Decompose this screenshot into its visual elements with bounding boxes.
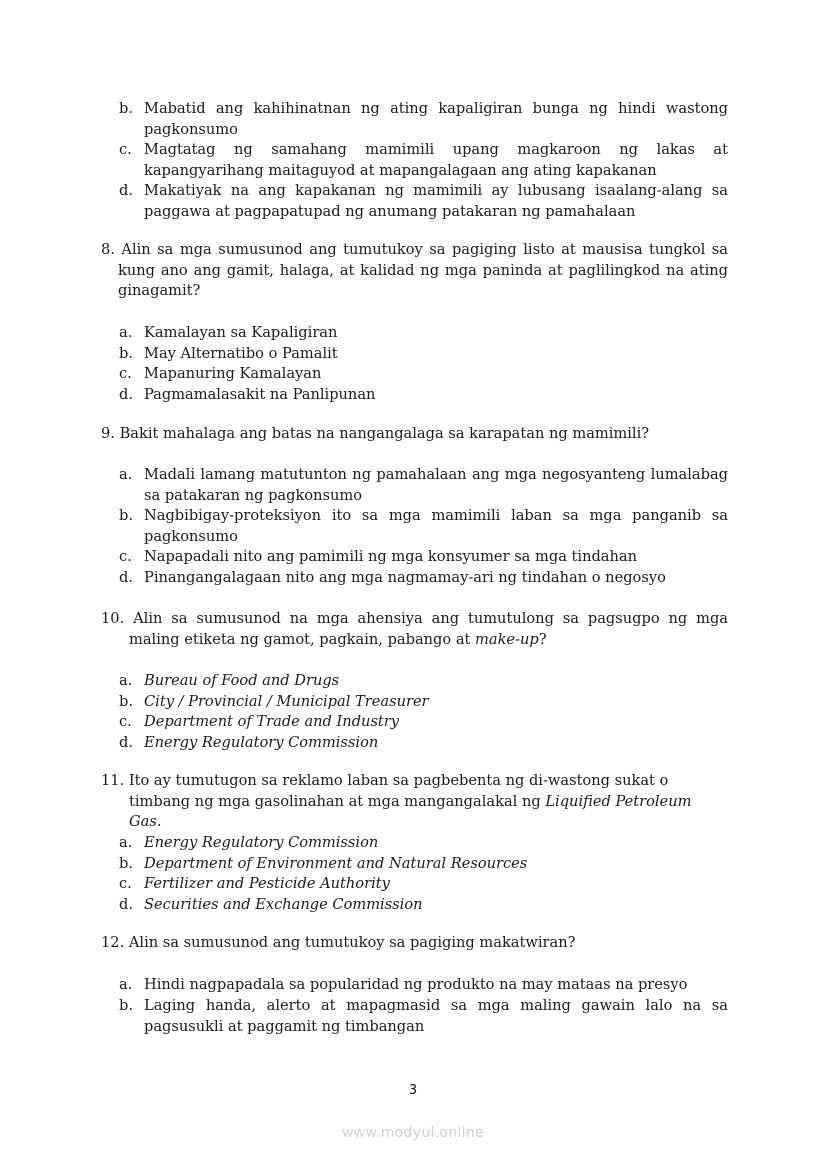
- option-label: a.: [119, 834, 133, 851]
- question-number: 11.: [101, 772, 125, 789]
- option-c: [119, 547, 728, 568]
- option-label: c.: [119, 548, 132, 565]
- question-end: ?: [538, 630, 547, 648]
- option-d: [119, 895, 728, 916]
- option-text: Pagmamalasakit na Panlipunan: [144, 386, 376, 403]
- option-label: b.: [119, 997, 133, 1014]
- option-label: d.: [119, 896, 133, 913]
- option-text: Magtatag ng samahang mamimili upang magkaroon ng lakas at kapangyarihang maitaguyod at mapangalagaan ang ating kapakanan: [144, 141, 728, 179]
- option-text: Pinangangalagaan nito ang mga nagmamay-ari ng tindahan o negosyo: [144, 569, 666, 586]
- option-text: Nagbibigay-proteksiyon ito sa mga mamimili laban sa mga panganib sa pagkonsumo: [144, 507, 728, 545]
- option-label: b.: [119, 345, 133, 362]
- option-text: Energy Regulatory Commission: [144, 734, 379, 751]
- option-b: [119, 692, 728, 713]
- question-end: .: [156, 813, 162, 831]
- option-c: [119, 140, 728, 181]
- option-text: May Alternatibo o Pamalit: [144, 345, 338, 362]
- question-number: 8.: [101, 241, 115, 258]
- option-label: d.: [119, 569, 133, 586]
- page-number: 3: [408, 1083, 418, 1098]
- option-text: City / Provincial / Municipal Treasurer: [144, 693, 429, 710]
- option-label: d.: [119, 182, 133, 199]
- watermark: www.modyul.online: [342, 1125, 484, 1141]
- question-body: Ito ay tumutugon sa reklamo laban sa pagbebenta ng di-wastong sukat o timbang ng mga gasolinahan at mga mangangalakal ng: [128, 772, 669, 810]
- question-body: Alin sa sumusunod ang tumutukoy sa pagiging makatwiran?: [128, 934, 576, 951]
- option-a: [119, 671, 728, 692]
- option-d: [119, 385, 728, 406]
- option-label: b.: [119, 693, 133, 710]
- option-text: Bureau of Food and Drugs: [144, 672, 340, 689]
- option-label: a.: [119, 466, 133, 483]
- question-italic-term: Liquified Petroleum Gas: [129, 792, 692, 831]
- option-label: c.: [119, 875, 132, 892]
- question-number: 9.: [101, 425, 115, 442]
- option-label: a.: [119, 976, 133, 993]
- option-label: d.: [119, 734, 133, 751]
- option-d: [119, 568, 728, 589]
- question-body: Alin sa sumusunod na mga ahensiya ang tumutulong sa pagsugpo ng mga maling etiketa ng gamot, pagkain, pabango at: [129, 610, 728, 648]
- question-text: [101, 771, 728, 833]
- option-d: [119, 181, 728, 222]
- option-d: [119, 733, 728, 754]
- option-label: b.: [119, 855, 133, 872]
- option-text: Securities and Exchange Commission: [144, 896, 423, 913]
- option-text: Fertilizer and Pesticide Authority: [144, 875, 390, 892]
- question-text: [101, 609, 728, 650]
- question-body: Alin sa mga sumusunod ang tumutukoy sa pagiging listo at mausisa tungkol sa kung ano ang gamit, halaga, at kalidad ng mga paninda at paglilingkod na ating ginagamit?: [118, 241, 728, 300]
- question-text: [101, 933, 728, 954]
- option-b: [119, 854, 728, 875]
- option-label: a.: [119, 324, 133, 341]
- option-b: [119, 996, 728, 1037]
- option-label: d.: [119, 386, 133, 403]
- option-text: Mabatid ang kahihinatnan ng ating kapaligiran bunga ng hindi wastong pagkonsumo: [144, 100, 728, 138]
- option-label: c.: [119, 713, 132, 730]
- question-text: [101, 424, 728, 445]
- option-text: Department of Trade and Industry: [144, 713, 400, 730]
- option-text: Energy Regulatory Commission: [144, 834, 379, 851]
- question-number: 12.: [101, 934, 125, 951]
- question-body: Bakit mahalaga ang batas na nangangalaga sa karapatan ng mamimili?: [119, 425, 650, 442]
- option-b: [119, 99, 728, 140]
- option-text: Laging handa, alerto at mapagmasid sa mga maling gawain lalo na sa pagsusukli at paggamit ng timbangan: [144, 997, 728, 1035]
- question-number: 10.: [101, 610, 125, 627]
- option-text: Hindi nagpapadala sa popularidad ng produkto na may mataas na presyo: [144, 976, 688, 993]
- question-italic-term: make-up: [475, 630, 539, 648]
- option-text: Kamalayan sa Kapaligiran: [144, 324, 338, 341]
- option-c: [119, 712, 728, 733]
- option-a: [119, 465, 728, 506]
- option-label: c.: [119, 141, 132, 158]
- option-b: [119, 344, 728, 365]
- option-text: Makatiyak na ang kapakanan ng mamimili ay lubusang isaalang-alang sa paggawa at pagpapatupad ng anumang patakaran ng pamahalaan: [144, 182, 728, 220]
- option-label: b.: [119, 100, 133, 117]
- option-a: [119, 323, 728, 344]
- option-text: Department of Environment and Natural Resources: [144, 855, 528, 872]
- option-a: [119, 975, 728, 996]
- option-label: b.: [119, 507, 133, 524]
- option-label: c.: [119, 365, 132, 382]
- option-text: Mapanuring Kamalayan: [144, 365, 322, 382]
- option-text: Madali lamang matutunton ng pamahalaan ang mga negosyanteng lumalabag sa patakaran ng pagkonsumo: [144, 466, 728, 504]
- option-c: [119, 874, 728, 895]
- option-text: Napapadali nito ang pamimili ng mga konsyumer sa mga tindahan: [144, 548, 638, 565]
- option-label: a.: [119, 672, 133, 689]
- option-a: [119, 833, 728, 854]
- option-c: [119, 364, 728, 385]
- option-b: [119, 506, 728, 547]
- question-text: [101, 240, 728, 302]
